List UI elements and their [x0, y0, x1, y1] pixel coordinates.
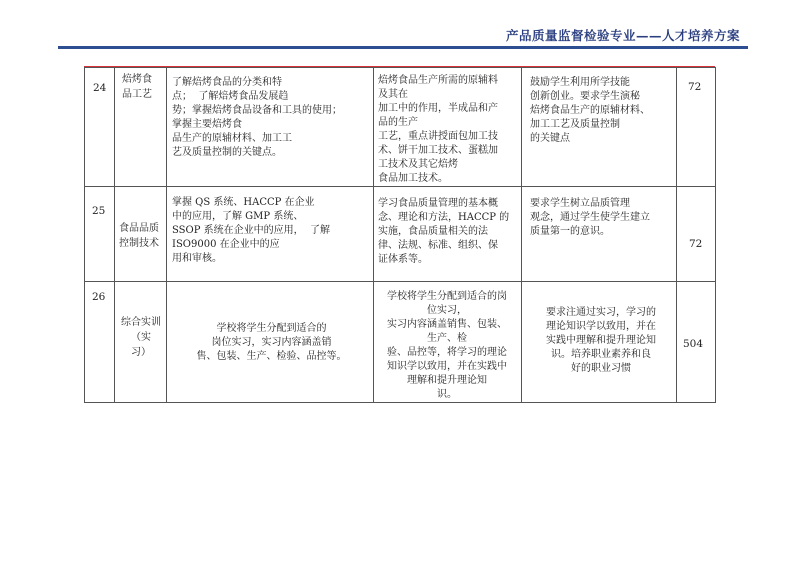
requirement-cell [522, 187, 677, 282]
table-row [85, 282, 716, 403]
course-content-cell [167, 187, 374, 282]
hours-cell [677, 282, 716, 403]
teaching-focus-cell [374, 282, 522, 403]
teaching-requirement: 要求学生树立品质管理 观念，通过学生使学生建立 质量第一的意识。 [530, 198, 650, 237]
teaching-focus: 焙烤食品生产所需的原辅料 及其在 加工中的作用，半成品和产 品的生产 工艺，重点讲授面包加工技 术、饼干加工技术、蛋糕加 工技术及其它焙烤 食品加工技术。 [378, 75, 498, 184]
table-row [85, 187, 716, 282]
row-number-cell [85, 282, 115, 403]
course-content: 掌握 QS 系统、HACCP 在企业 中的应用，了解 GMP 系统、 SSOP 系统在企业中的应用， 了解 ISO9000 在企业中的应 用和审核。 [172, 197, 330, 264]
course-hours: 72 [688, 81, 702, 93]
teaching-focus-cell [374, 187, 522, 282]
row-number-cell [85, 187, 115, 282]
teaching-focus-cell [374, 68, 522, 187]
requirement-cell [522, 282, 677, 403]
row-number-cell [85, 68, 115, 187]
hours-cell [677, 68, 716, 187]
teaching-focus: 学习食品质量管理的基本概 念、理论和方法，HACCP 的 实施，食品质量相关的法 律、法规、标准、组织、保 证体系等。 [378, 198, 510, 265]
teaching-focus: 学校将学生分配到适合的岗 位实习， 实习内容涵盖销售、包装、 生产、检 验、品控等，将学习的理论 知识学以致用，并在实践中 理解和提升理论知 识。 [387, 291, 507, 400]
course-name-cell [115, 282, 167, 403]
course-content-cell [167, 68, 374, 187]
document-header-title: 产品质量监督检验专业——人才培养方案 [505, 28, 740, 43]
course-name: 综合实训 （实 习） [121, 317, 161, 358]
course-name-cell [115, 187, 167, 282]
course-content: 了解焙烤食品的分类和特 点； 了解焙烤食品发展趋 势；掌握焙烤食品设备和工具的使用； 掌握主要焙烤食 品生产的原辅材料、加工工 艺及质量控制的关键点。 [172, 77, 342, 158]
teaching-requirement: 鼓励学生利用所学技能 创新创业。要求学生演秘 焙烤食品生产的原辅材料、 加工工艺及质量控制 的关键点 [530, 77, 650, 144]
course-hours: 504 [683, 338, 704, 350]
course-content: 学校将学生分配到适合的 岗位实习，实习内容涵盖销 售、包装、生产、检验、品控等。 [196, 323, 347, 362]
course-name: 焙烤食 品工艺 [122, 74, 152, 100]
header-divider [58, 46, 748, 49]
hours-cell [677, 187, 716, 282]
course-name-cell [115, 68, 167, 187]
row-number: 25 [92, 205, 106, 217]
course-name: 食品品质 控制技术 [119, 223, 159, 249]
course-table [84, 67, 716, 403]
teaching-requirement: 要求注通过实习，学习的 理论知识学以致用，并在 实践中理解和提升理论知 识。培养职业素养和良 好的职业习惯 [546, 307, 656, 374]
row-number: 26 [92, 291, 106, 303]
course-content-cell [167, 282, 374, 403]
row-number: 24 [93, 82, 107, 94]
course-hours: 72 [689, 238, 703, 250]
table-row [85, 68, 716, 187]
requirement-cell [522, 68, 677, 187]
